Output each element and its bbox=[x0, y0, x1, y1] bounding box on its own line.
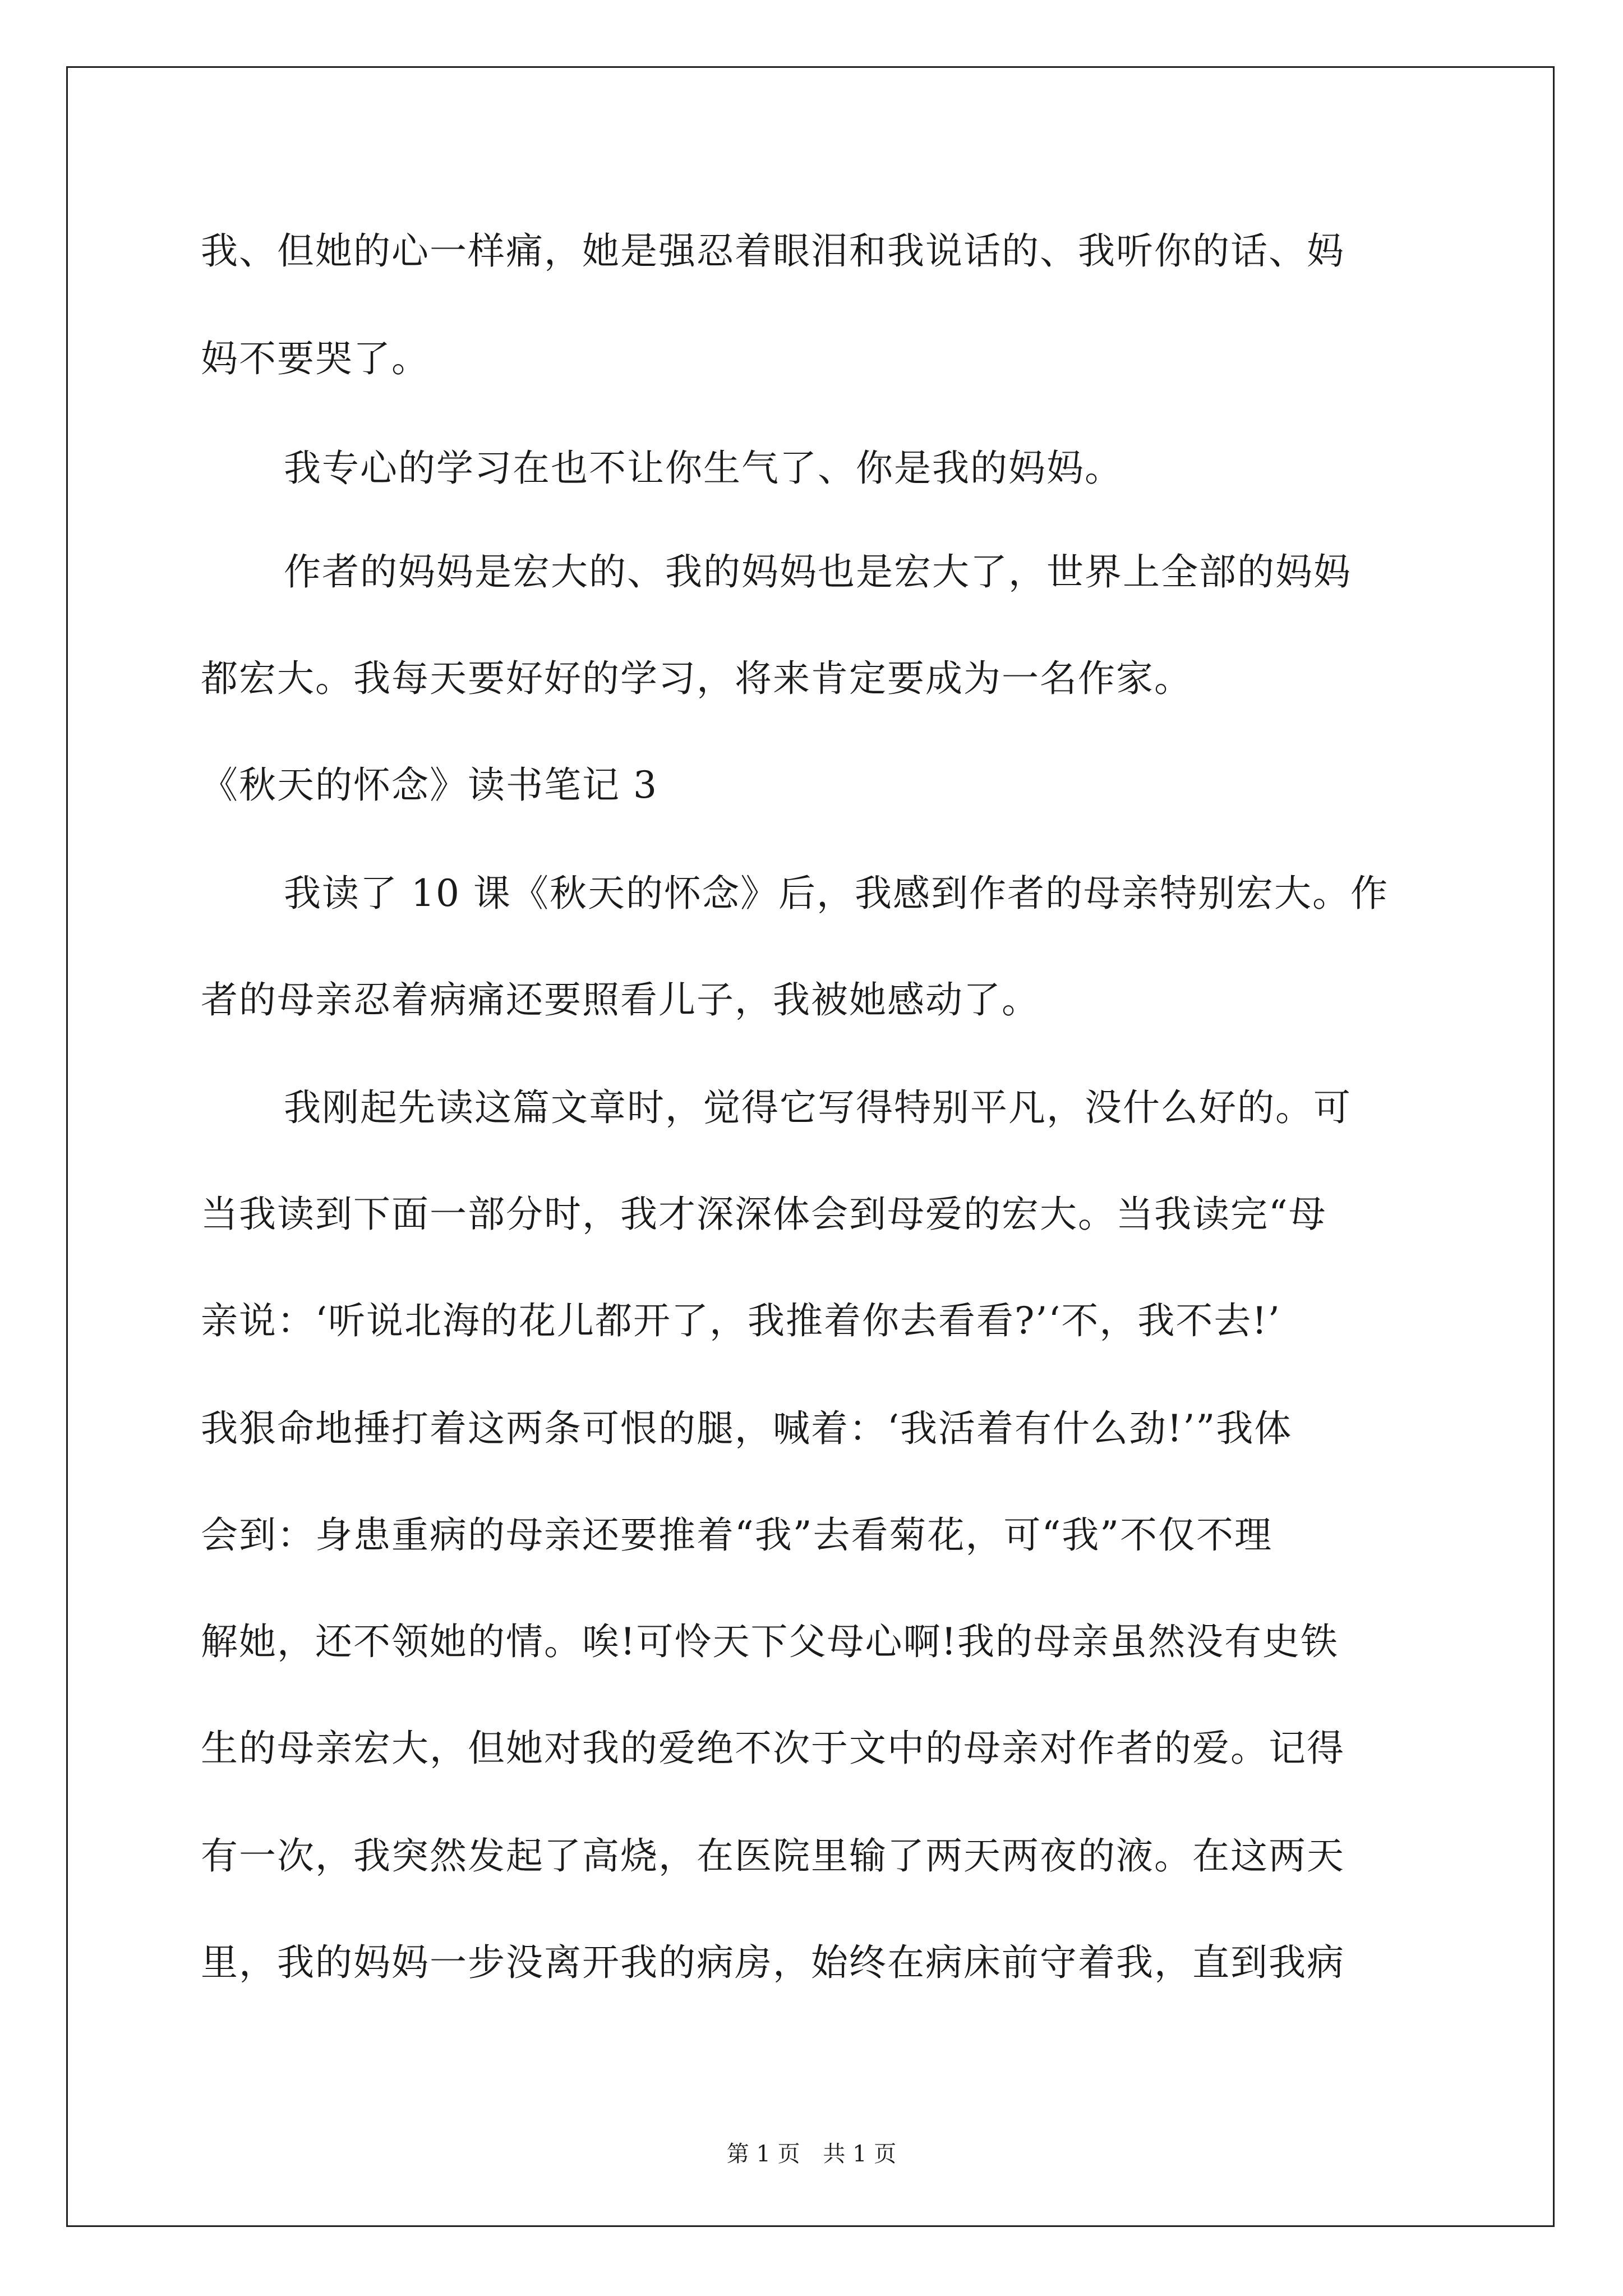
text-line: 者的母亲忍着病痛还要照看儿子，我被她感动了。 bbox=[201, 978, 1040, 1022]
page-border bbox=[66, 66, 1555, 2227]
text-line: 解她，还不领她的情。唉!可怜天下父母心啊!我的母亲虽然没有史铁 bbox=[201, 1620, 1339, 1663]
text-line: 我刚起先读这篇文章时，觉得它写得特别平凡，没什么好的。可 bbox=[284, 1086, 1352, 1129]
text-line: 我狠命地捶打着这两条可恨的腿，喊着：‘我活着有什么劲!’”我体 bbox=[201, 1407, 1293, 1450]
text-line: 妈不要哭了。 bbox=[201, 337, 430, 380]
text-line: 会到：身患重病的母亲还要推着“我”去看菊花，可“我”不仅不理 bbox=[201, 1513, 1272, 1557]
text-line: 作者的妈妈是宏大的、我的妈妈也是宏大了，世界上全部的妈妈 bbox=[284, 550, 1352, 593]
text-line: 里，我的妈妈一步没离开我的病房，始终在病床前守着我，直到我病 bbox=[201, 1941, 1345, 1984]
section-heading: 《秋天的怀念》读书笔记 3 bbox=[201, 763, 658, 807]
page-number: 第 1 页 bbox=[726, 2141, 800, 2167]
text-line: 生的母亲宏大，但她对我的爱绝不次于文中的母亲对作者的爱。记得 bbox=[201, 1727, 1345, 1770]
text-line: 我、但她的心一样痛，她是强忍着眼泪和我说话的、我听你的话、妈 bbox=[201, 229, 1345, 273]
text-line: 当我读到下面一部分时，我才深深体会到母爱的宏大。当我读完“母 bbox=[201, 1193, 1327, 1236]
text-line: 有一次，我突然发起了高烧，在医院里输了两天两夜的液。在这两天 bbox=[201, 1834, 1345, 1878]
page-total: 共 1 页 bbox=[823, 2141, 897, 2167]
page-footer bbox=[0, 2137, 1623, 2171]
text-line: 亲说：‘听说北海的花儿都开了，我推着你去看看?’‘不，我不去!’ bbox=[201, 1299, 1281, 1342]
text-line: 我专心的学习在也不让你生气了、你是我的妈妈。 bbox=[284, 447, 1123, 490]
text-line: 我读了 10 课《秋天的怀念》后，我感到作者的母亲特别宏大。作 bbox=[284, 872, 1389, 915]
text-line: 都宏大。我每天要好好的学习，将来肯定要成为一名作家。 bbox=[201, 657, 1192, 700]
